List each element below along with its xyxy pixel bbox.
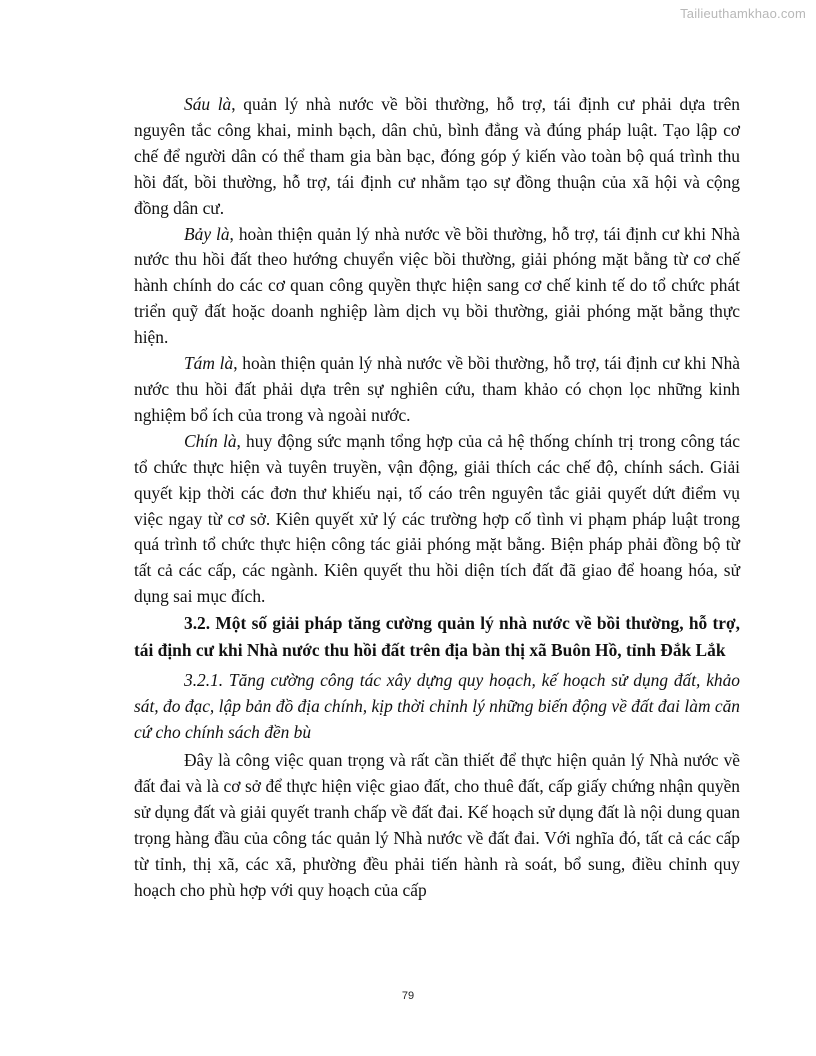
paragraph-text: , quản lý nhà nước về bồi thường, hỗ trợ, tái định cư phải dựa trên nguyên tắc công khai, minh bạch, dân chủ, bình đẳng và đúng pháp luật. Tạo lập cơ chế để người dân có thể tham gia bàn bạc, đóng góp ý kiến vào toàn bộ quá trình thu hồi đất, bồi thường, hỗ trợ, tái định cư nhằm tạo sự đồng thuận của xã hội và cộng đồng dân cư. [134,94,740,218]
paragraph-bay-la [134,222,740,352]
paragraph-lead: Bảy là [184,223,230,244]
page-content [134,92,740,904]
page-number: 79 [401,990,415,1002]
paragraph-lead: Chín là [184,430,237,451]
paragraph-lead: Sáu là [184,94,232,114]
paragraph-text: , hoàn thiện quản lý nhà nước về bồi thường, hỗ trợ, tái định cư khi Nhà nước thu hồi đất theo hướng chuyển việc bồi thường, giải phóng mặt bằng từ cơ chế hành chính do các cơ quan công quyền thực hiện sang cơ chế kinh tế do tổ chức phát triển quỹ đất hoặc doanh nghiệp làm dịch vụ bồi thường, giải phóng mặt bằng thực hiện. [134,223,740,348]
paragraph-lead: Tám là [184,353,234,374]
section-heading: 3.2. Một số giải pháp tăng cường quản lý nhà nước về bồi thường, hỗ trợ, tái định cư khi Nhà nước thu hồi đất trên địa bàn thị xã Buôn Hồ, tỉnh Đắk Lắk [134,613,740,660]
paragraph-text: , hoàn thiện quản lý nhà nước về bồi thường, hỗ trợ, tái định cư khi Nhà nước thu hồi đất phải dựa trên sự nghiên cứu, tham khảo có chọn lọc những kinh nghiệm bổ ích của trong và ngoài nước. [134,353,740,425]
watermark: Tailieuthamkhao.com [680,6,806,21]
paragraph-chin-la [134,429,740,610]
paragraph-tam-la [134,351,740,429]
subsection-heading: 3.2.1. Tăng cường công tác xây dựng quy hoạch, kế hoạch sử dụng đất, khảo sát, đo đạc, lập bản đồ địa chính, kịp thời chỉnh lý những biến động về đất đai làm căn cứ cho chính sách đền bù [134,670,740,743]
paragraph-text: , huy động sức mạnh tổng hợp của cả hệ thống chính trị trong công tác tổ chức thực hiện và tuyên truyền, vận động, giải thích các chế độ, chính sách. Giải quyết kịp thời các đơn thư khiếu nại, tố cáo trên nguyên tắc giải quyết dứt điểm vụ việc ngay từ cơ sở. Kiên quyết xử lý các trường hợp cố tình vi phạm pháp luật trong quá trình tổ chức thực hiện công tác giải phóng mặt bằng. Biện pháp phải đồng bộ từ tất cả các cấp, các ngành. Kiên quyết thu hồi diện tích đất đã giao để hoang hóa, sử dụng sai mục đích. [134,430,740,607]
body-paragraph: Đây là công việc quan trọng và rất cần thiết để thực hiện quản lý Nhà nước về đất đai và là cơ sở để thực hiện việc giao đất, cho thuê đất, cấp giấy chứng nhận quyền sử dụng đất và giải quyết tranh chấp về đất đai. Kế hoạch sử dụng đất là nội dung quan trọng hàng đầu của công tác quản lý Nhà nước về đất đai. Với nghĩa đó, tất cả các cấp từ tỉnh, thị xã, các xã, phường đều phải tiến hành rà soát, bổ sung, điều chỉnh quy hoạch cho phù hợp với quy hoạch của cấp [134,750,740,900]
paragraph-sau-la [134,92,740,222]
